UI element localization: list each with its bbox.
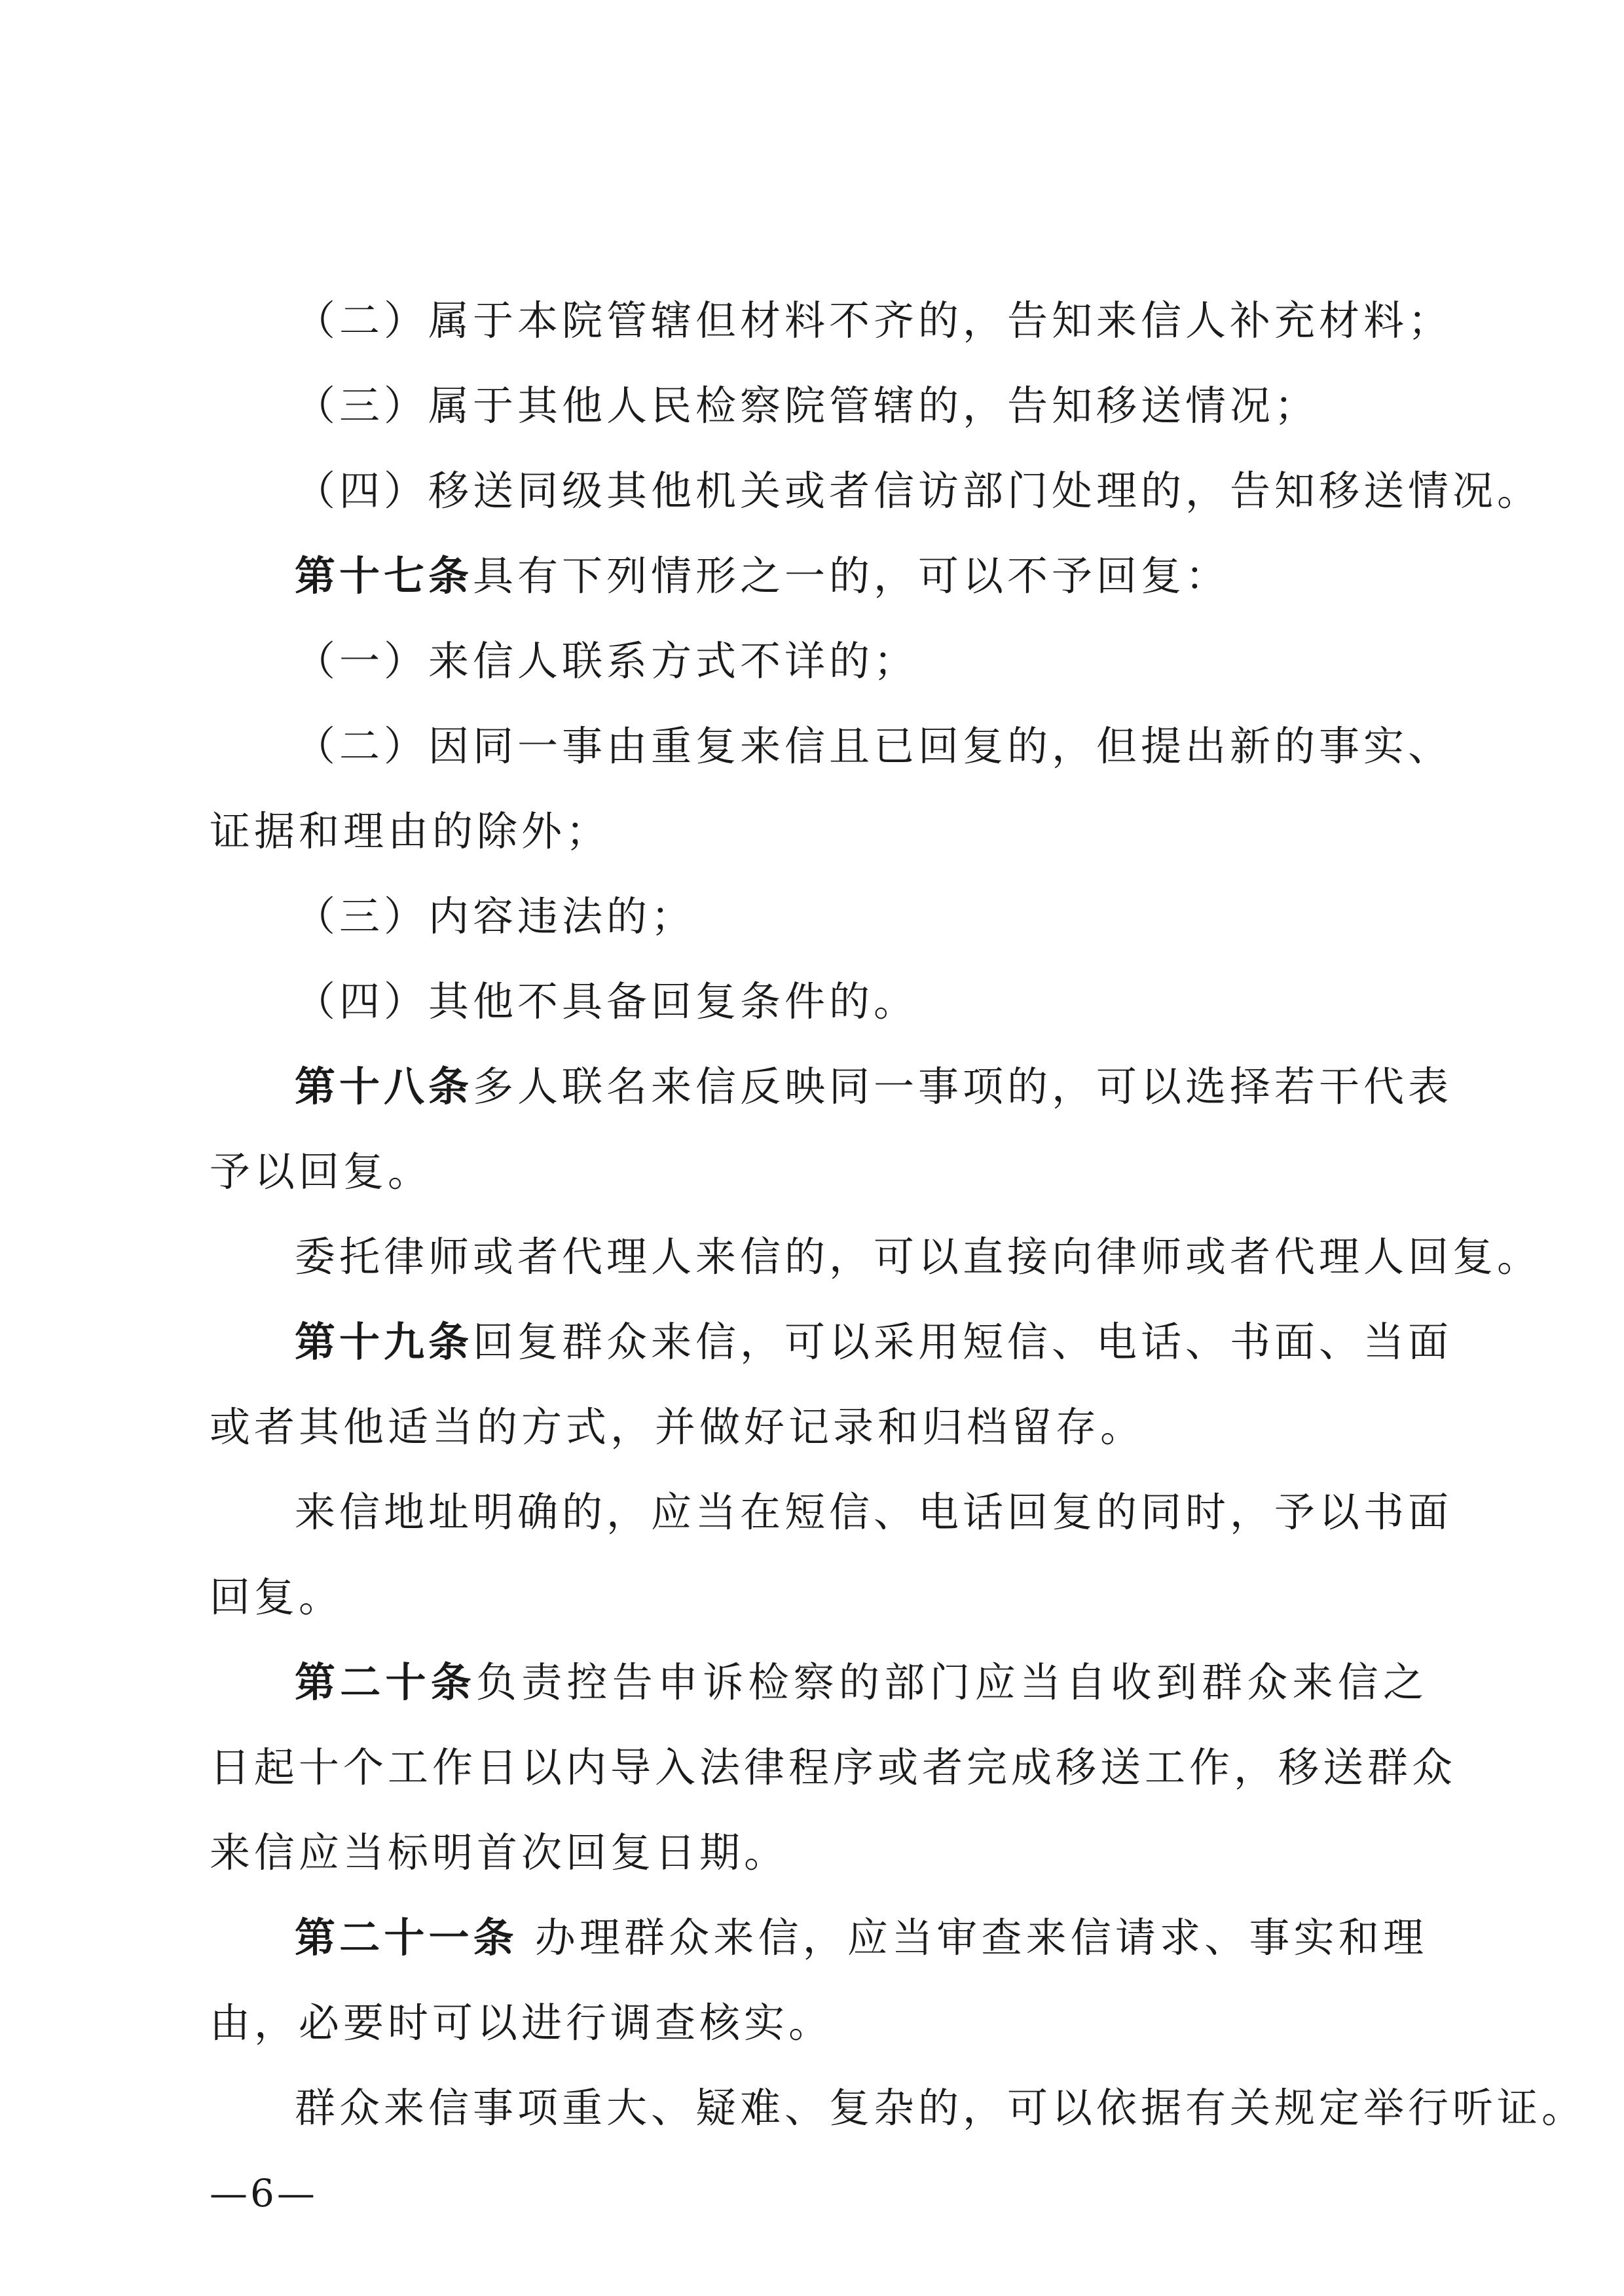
art17-item-4: （四）其他不具备回复条件的。 (295, 977, 919, 1025)
article-18-line2: 予以回复。 (210, 1148, 433, 1195)
article-19-para2-line1: 来信地址明确的，应当在短信、电话回复的同时，予以书面 (295, 1488, 1453, 1536)
article-19-line1: 第十九条回复群众来信，可以采用短信、电话、书面、当面 (295, 1318, 1453, 1366)
art17-item-1: （一）来信人联系方式不详的； (295, 637, 919, 685)
article-17-line: 第十七条具有下列情形之一的，可以不予回复： (295, 552, 1230, 600)
art17-item-3: （三）内容违法的； (295, 892, 696, 940)
article-21-heading: 第二十一条 (295, 1914, 518, 1961)
article-18-line1: 第十八条多人联名来信反映同一事项的，可以选择若干代表 (295, 1063, 1453, 1110)
article-18-heading: 第十八条 (295, 1063, 473, 1110)
article-20-line3: 来信应当标明首次回复日期。 (210, 1829, 789, 1876)
clause-4-line: （四）移送同级其他机关或者信访部门处理的，告知移送情况。 (295, 467, 1542, 515)
article-21-line2: 由，必要时可以进行调查核实。 (210, 1999, 834, 2047)
article-19-line2: 或者其他适当的方式，并做好记录和归档留存。 (210, 1403, 1145, 1451)
article-18-para2: 委托律师或者代理人来信的，可以直接向律师或者代理人回复。 (295, 1233, 1542, 1281)
article-19-heading: 第十九条 (295, 1318, 473, 1366)
clause-3-line: （三）属于其他人民检察院管辖的，告知移送情况； (295, 382, 1320, 429)
article-20-heading: 第二十条 (295, 1658, 476, 1706)
art17-item-2-line2: 证据和理由的除外； (210, 807, 611, 855)
article-20-line1: 第二十条负责控告申诉检察的部门应当自收到群众来信之 (295, 1658, 1428, 1706)
clause-2-line: （二）属于本院管辖但材料不齐的，告知来信人补充材料； (295, 297, 1453, 344)
art17-item-2-line1: （二）因同一事由重复来信且已回复的，但提出新的事实、 (295, 722, 1453, 770)
article-21-para2: 群众来信事项重大、疑难、复杂的，可以依据有关规定举行听证。 (295, 2084, 1587, 2132)
article-20-line2: 日起十个工作日以内导入法律程序或者完成移送工作，移送群众 (210, 1743, 1457, 1791)
page-number: —6— (210, 2171, 318, 2215)
article-19-para2-line2: 回复。 (210, 1573, 344, 1621)
article-17-heading: 第十七条 (295, 552, 473, 600)
article-21-line1: 第二十一条 办理群众来信，应当审查来信请求、事实和理 (295, 1914, 1428, 1961)
